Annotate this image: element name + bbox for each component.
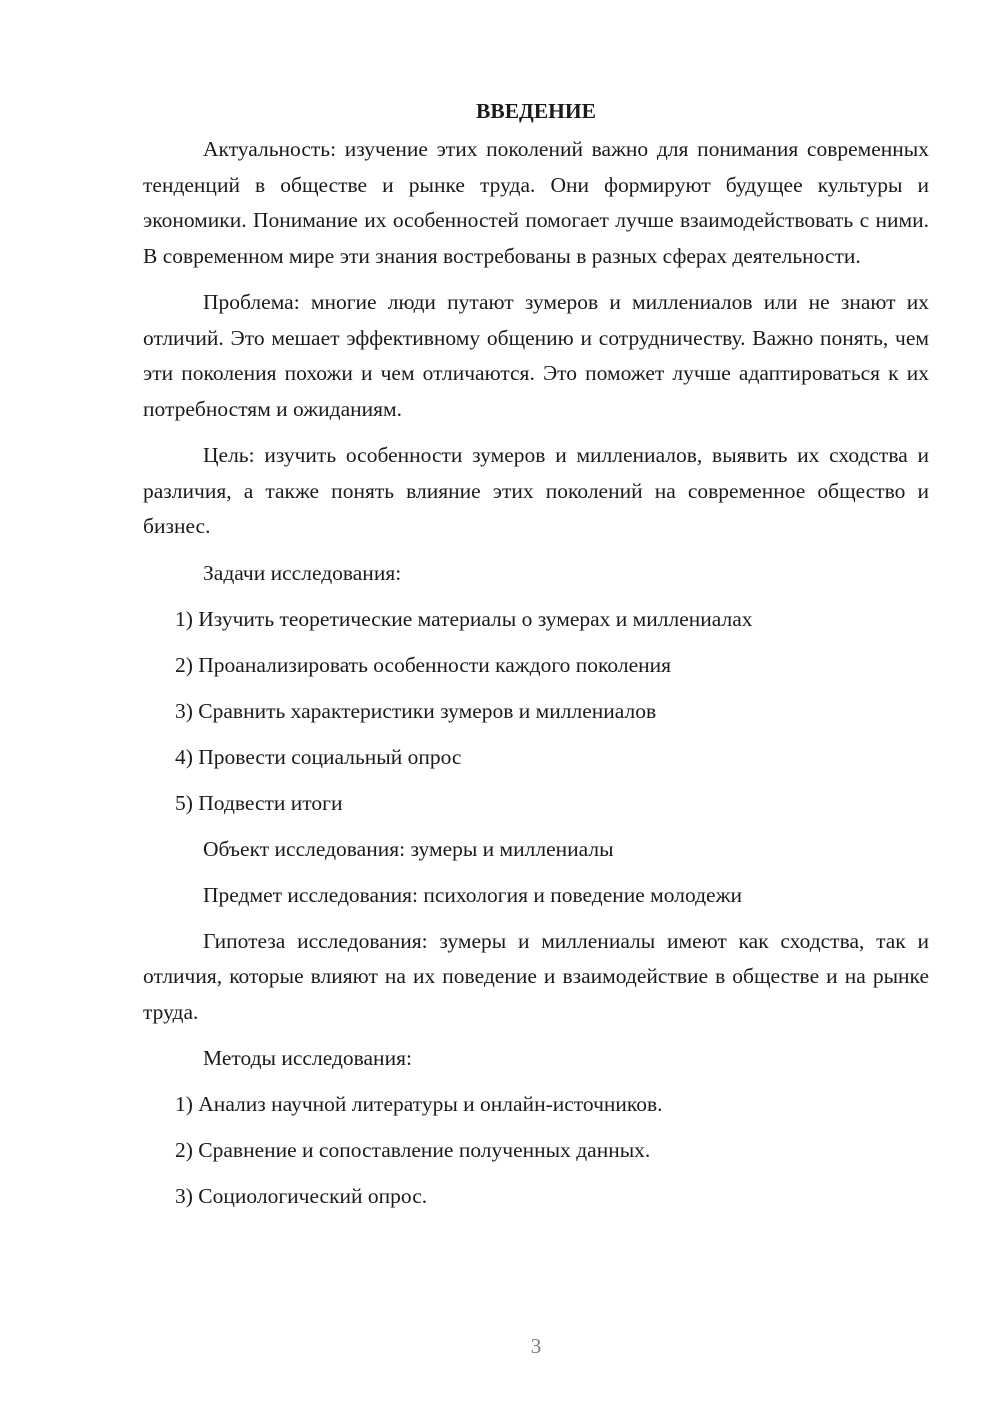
problem-paragraph: Проблема: многие люди путают зумеров и миллениалов или не знают их отличий. Это мешает эффективному общению и сотрудничеству. Важно понять, чем эти поколения похожи и чем отличаются. Это поможет лучше адаптироваться к их потребностям и ожиданиям. xyxy=(143,290,929,421)
list-item: 1) Анализ научной литературы и онлайн-источников. xyxy=(175,1092,663,1116)
list-item: 4) Провести социальный опрос xyxy=(175,744,462,769)
methods-heading: Методы исследования: xyxy=(203,1046,412,1070)
list-item: 5) Подвести итоги xyxy=(175,790,343,815)
page-title: ВВЕДЕНИЕ xyxy=(476,99,596,123)
methods-list xyxy=(143,1087,929,1215)
tasks-list xyxy=(143,602,929,822)
document-page xyxy=(143,96,929,1225)
page-number: 3 xyxy=(530,1334,542,1358)
hypothesis-paragraph: Гипотеза исследования: зумеры и миллениалы имеют как сходства, так и отличия, которые влияют на их поведение и взаимодействие в обществе и на рынке труда. xyxy=(143,928,929,1024)
list-item: 3) Социологический опрос. xyxy=(175,1184,428,1208)
list-item: 2) Сравнение и сопоставление полученных данных. xyxy=(175,1138,651,1162)
list-item: 2) Проанализировать особенности каждого поколения xyxy=(175,652,672,677)
goal-paragraph: Цель: изучить особенности зумеров и миллениалов, выявить их сходства и различия, а также понять влияние этих поколений на современное общество и бизнес. xyxy=(143,443,929,538)
list-item: 3) Сравнить характеристики зумеров и миллениалов xyxy=(175,698,657,723)
subject-line: Предмет исследования: психология и поведение молодежи xyxy=(203,882,742,907)
relevance-paragraph: Актуальность: изучение этих поколений важно для понимания современных тенденций в обществе и рынке труда. Они формируют будущее культуры и экономики. Понимание их особенностей помогает лучше взаимодействовать с ними. В современном мире эти знания востребованы в разных сферах деятельности. xyxy=(143,137,929,268)
list-item: 1) Изучить теоретические материалы о зумерах и миллениалах xyxy=(175,606,753,631)
object-line: Объект исследования: зумеры и миллениалы xyxy=(203,836,614,861)
tasks-heading: Задачи исследования: xyxy=(203,560,402,585)
